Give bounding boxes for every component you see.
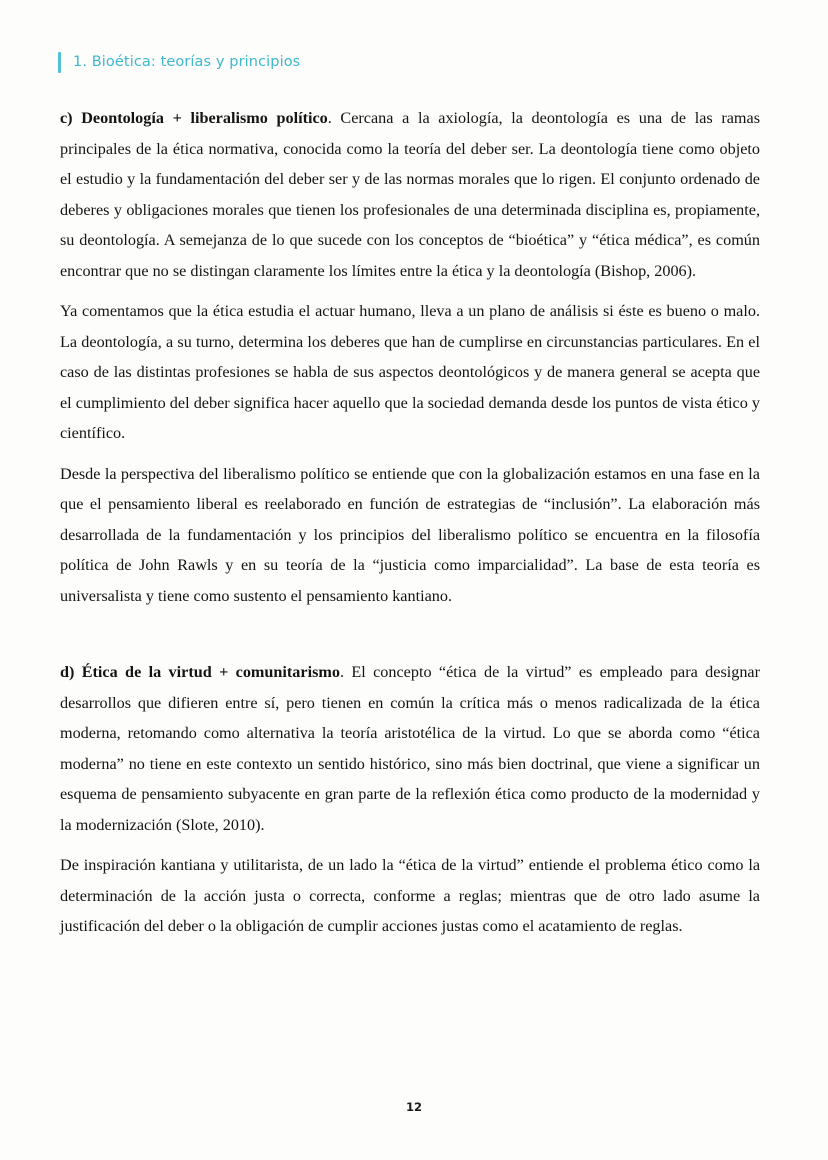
paragraph-5-text: De inspiración kantiana y utilitarista, de un lado la “ética de la virtud” entiende el problema ético como la determinación de la acción justa o correcta, conforme a reglas; mientras que de otro lado asume la justificación del deber o la obligación de cumplir acciones justas como el acatamiento de reglas. bbox=[60, 856, 760, 935]
page-number: 12 bbox=[405, 1100, 422, 1114]
paragraph-1 bbox=[60, 103, 760, 286]
paragraph-4 bbox=[60, 657, 760, 840]
paragraph-5 bbox=[60, 850, 760, 942]
paragraph-2-text: Ya comentamos que la ética estudia el actuar humano, lleva a un plano de análisis si éste es bueno o malo. La deontología, a su turno, determina los deberes que han de cumplirse en circunstancias particulares. En el caso de las distintas profesiones se habla de sus aspectos deontológicos y de manera general se acepta que el cumplimiento del deber significa hacer aquello que la sociedad demanda desde los puntos de vista ético y científico. bbox=[60, 302, 760, 442]
paragraph-2 bbox=[60, 296, 760, 449]
paragraph-4-lead: d) Ética de la virtud + comunitarismo bbox=[60, 663, 340, 681]
running-head-title: 1. Bioética: teorías y principios bbox=[73, 54, 301, 71]
paragraph-1-lead: c) Deontología + liberalismo político bbox=[60, 109, 328, 127]
running-head bbox=[58, 52, 760, 73]
paragraph-3 bbox=[60, 459, 760, 612]
running-head-rule bbox=[58, 52, 61, 73]
body-content bbox=[58, 103, 760, 942]
paragraph-4-text: . El concepto “ética de la virtud” es empleado para designar desarrollos que difieren entre sí, pero tienen en común la crítica más o menos radicalizada de la ética moderna, retomando como alternativa la teoría aristotélica de la virtud. Lo que se aborda como “ética moderna” no tiene en este contexto un sentido histórico, sino más bien doctrinal, que viene a significar un esquema de pensamiento subyacente en gran parte de la reflexión ética como producto de la modernidad y la modernización (Slote, 2010). bbox=[60, 663, 760, 834]
paragraph-3-text: Desde la perspectiva del liberalismo político se entiende que con la globalización estamos en una fase en la que el pensamiento liberal es reelaborado en función de estrategias de “inclusión”. La elaboración más desarrollada de la fundamentación y los principios del liberalismo político se encuentra en la filosofía política de John Rawls y en su teoría de la “justicia como imparcialidad”. La base de esta teoría es universalista y tiene como sustento el pensamiento kantiano. bbox=[60, 464, 760, 605]
paragraph-1-text: . Cercana a la axiología, la deontología es una de las ramas principales de la ética normativa, conocida como la teoría del deber ser. La deontología tiene como objeto el estudio y la fundamentación del deber ser y de las normas morales que lo rigen. El conjunto ordenado de deberes y obligaciones morales que tienen los profesionales de una determinada disciplina es, propiamente, su deontología. A semejanza de lo que sucede con los conceptos de “bioética” y “ética médica”, es común encontrar que no se distingan claramente los límites entre la ética y la deontología (Bishop, 2006). bbox=[60, 109, 760, 280]
